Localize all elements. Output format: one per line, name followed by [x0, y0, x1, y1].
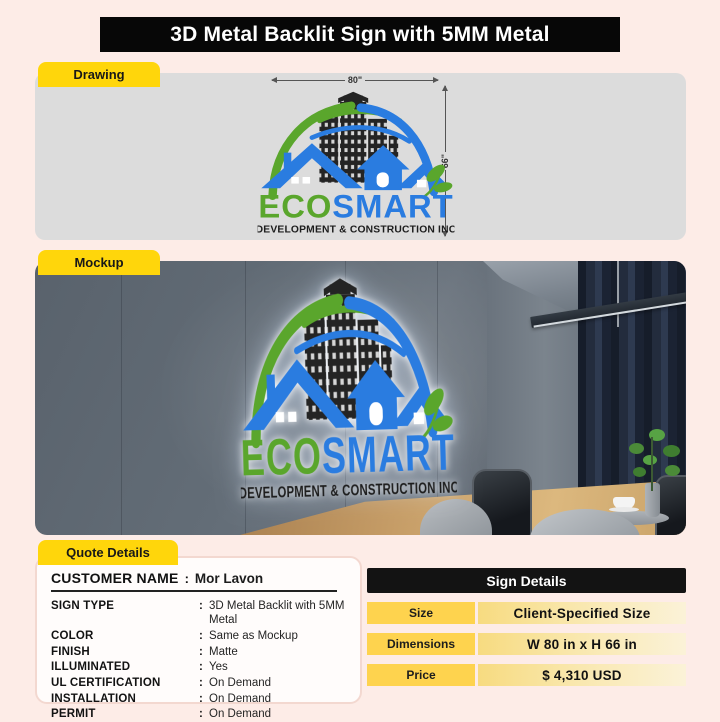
- coffee-cup: [613, 497, 635, 509]
- quote-row: FINISH : Matte: [51, 645, 238, 658]
- pendant-cord: [617, 261, 619, 327]
- height-dimension-label: 66": [440, 153, 450, 169]
- ecosmart-logo-drawing: [257, 87, 455, 237]
- quote-row: SIGN TYPE : 3D Metal Backlit with 5MM Metal: [51, 600, 345, 627]
- sign-details-row: Size Client-Specified Size: [367, 602, 686, 624]
- quote-row: PERMIT : On Demand: [51, 708, 272, 721]
- customer-name-row: CUSTOMER NAME : Mor Lavon: [51, 570, 337, 592]
- tab-quote-details: Quote Details: [38, 540, 178, 565]
- quote-row: ILLUMINATED : Yes: [51, 661, 228, 674]
- quote-row: COLOR : Same as Mockup: [51, 629, 298, 642]
- sign-details-header: Sign Details: [367, 568, 686, 593]
- width-dimension-label: 80": [347, 75, 363, 85]
- customer-name-value: Mor Lavon: [194, 571, 264, 586]
- quote-row: INSTALLATION : On Demand: [51, 692, 272, 705]
- tab-drawing: Drawing: [38, 62, 160, 87]
- customer-name-label: CUSTOMER NAME: [51, 570, 179, 586]
- wall-seam: [121, 261, 122, 535]
- quote-details-panel: [35, 556, 362, 721]
- tab-mockup: Mockup: [38, 250, 160, 275]
- drawing-panel: [35, 73, 686, 240]
- page-title: 3D Metal Backlit Sign with 5MM Metal: [100, 17, 620, 52]
- dimension-line: [272, 80, 345, 81]
- dimension-line: [365, 80, 438, 81]
- width-dimension: [272, 75, 438, 85]
- sign-details-row: Price $ 4,310 USD: [367, 664, 686, 686]
- quote-row: UL CERTIFICATION : On Demand: [51, 677, 272, 690]
- mockup-panel: [35, 261, 686, 535]
- quote-rows: [51, 599, 346, 722]
- sign-details-row: Dimensions W 80 in x H 66 in: [367, 633, 686, 655]
- ecosmart-sign-backlit: [235, 268, 457, 506]
- plant: [621, 429, 685, 491]
- sign-details-table: [367, 568, 686, 686]
